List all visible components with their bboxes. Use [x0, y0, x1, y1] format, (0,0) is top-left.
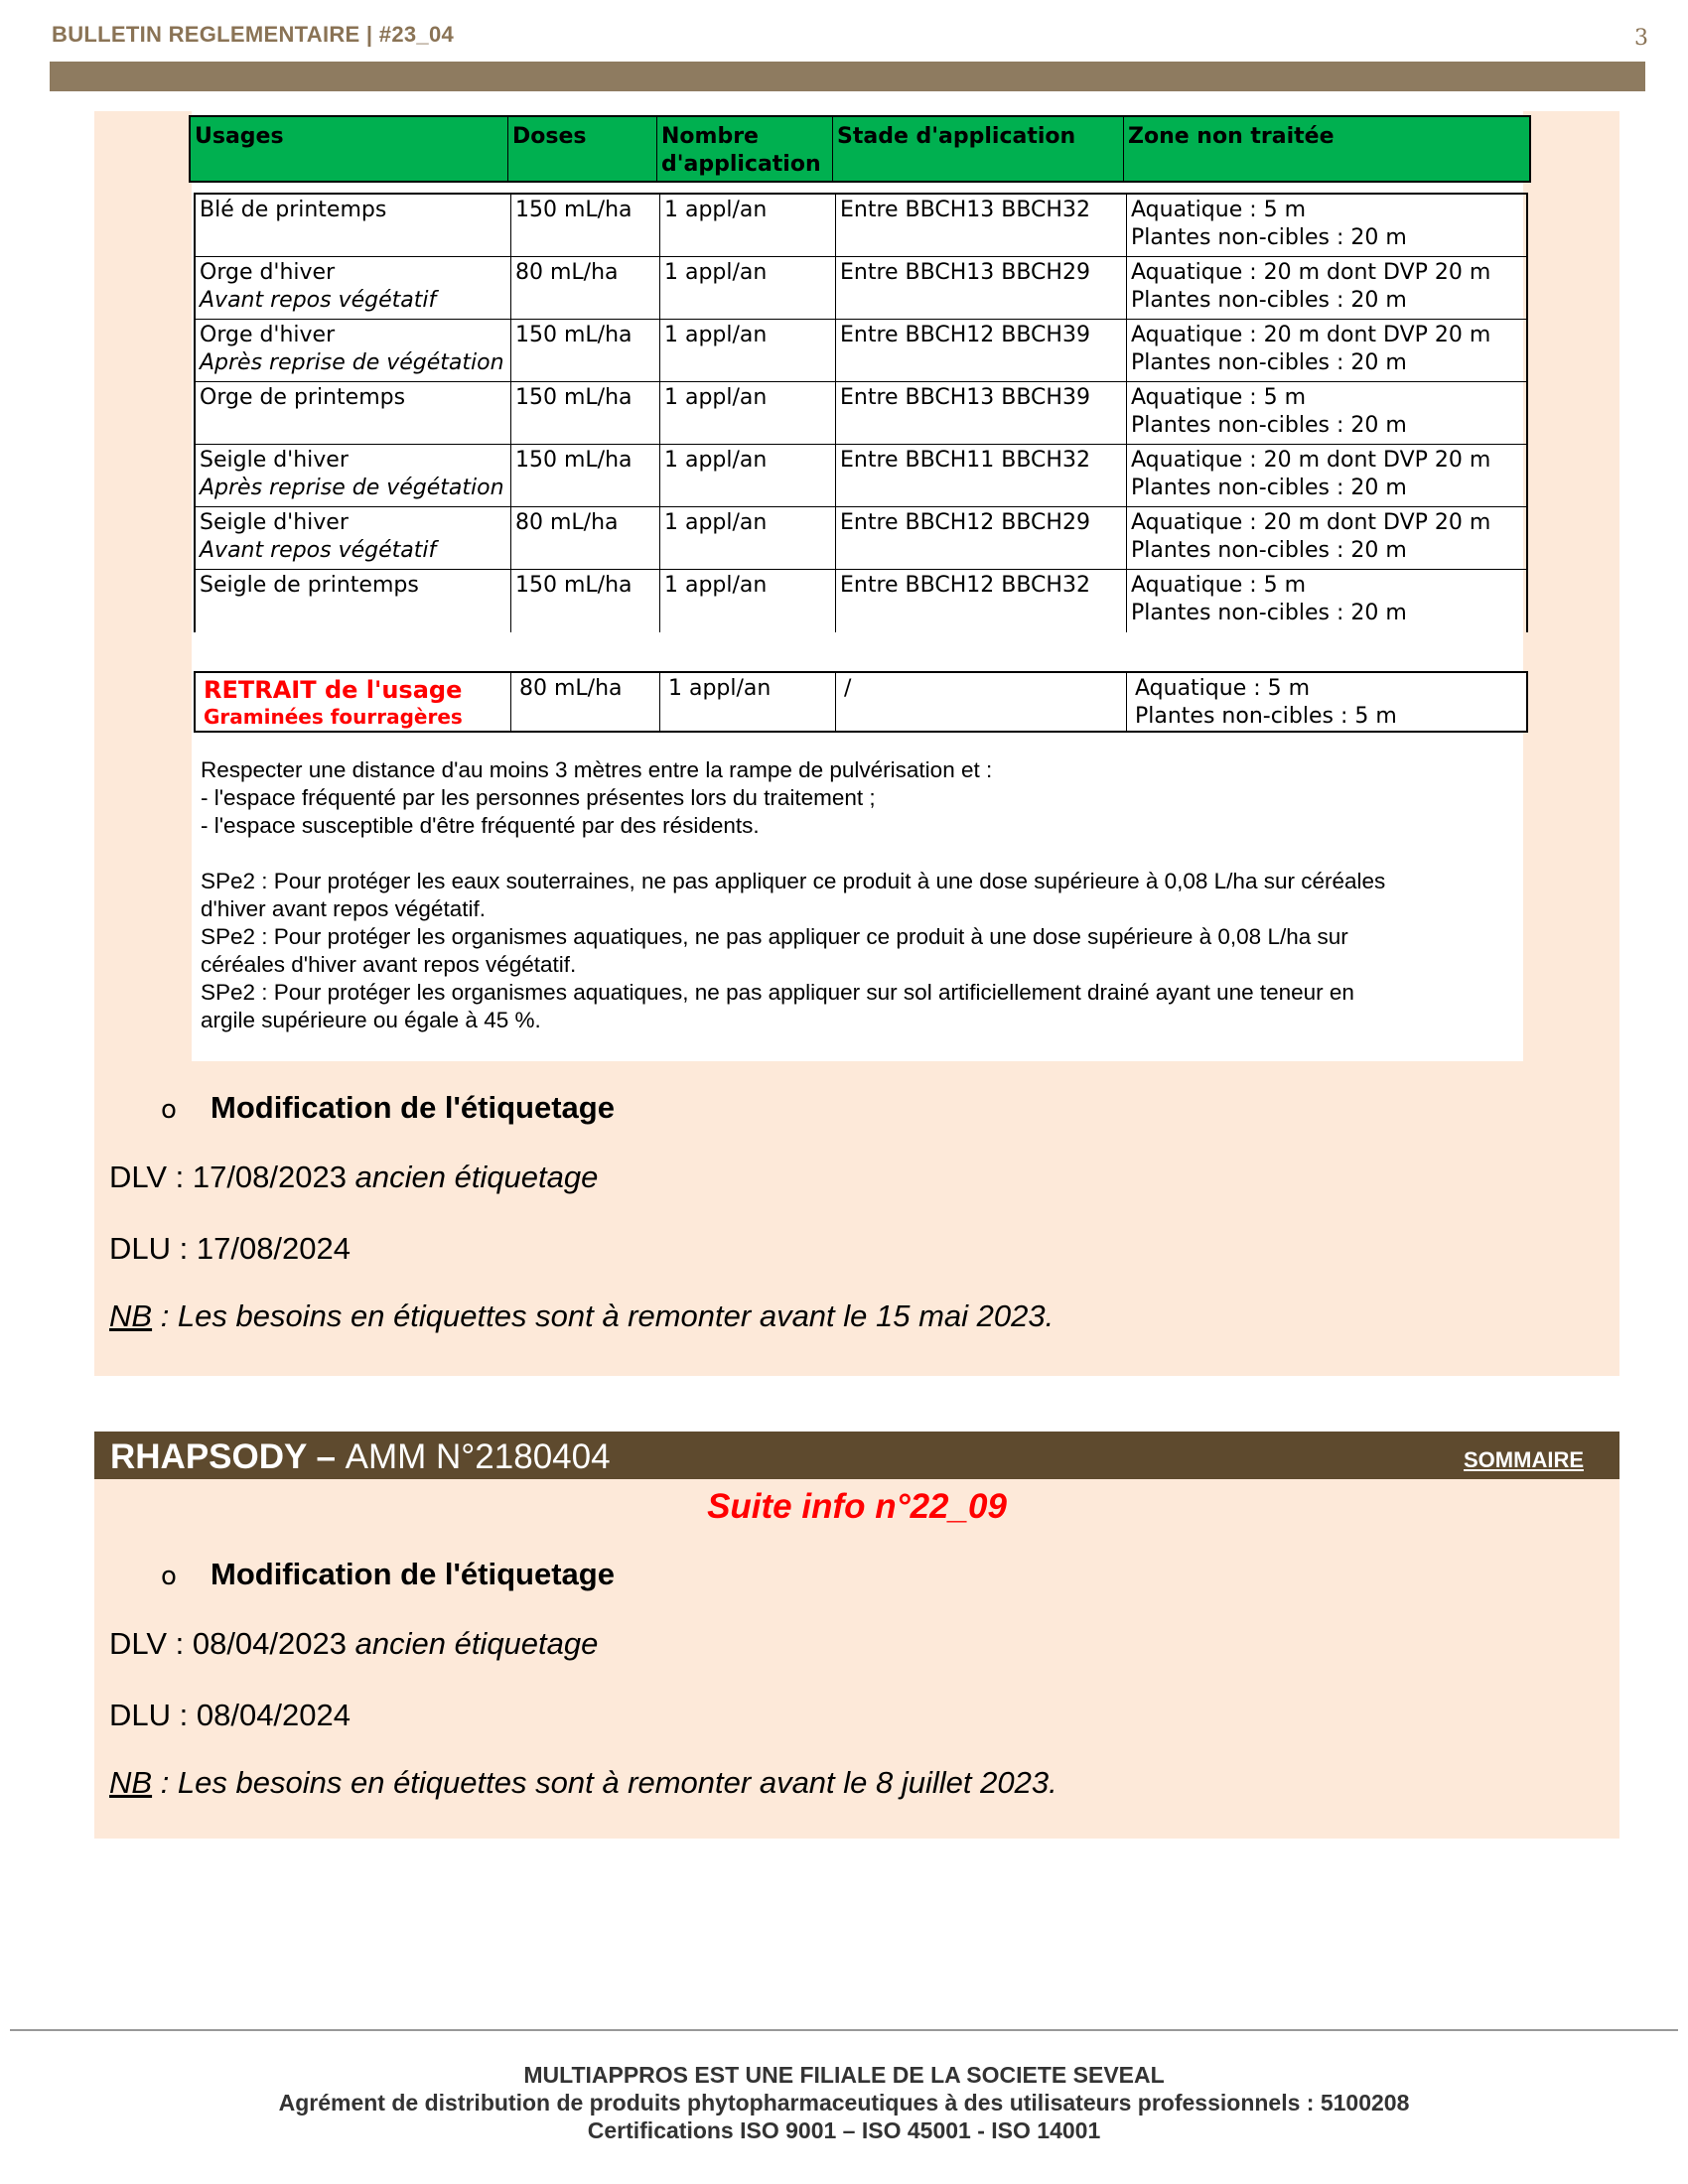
section2-dlu: DLU : 08/04/2024: [109, 1698, 352, 1732]
page-number: 3: [1634, 26, 1648, 51]
dlv-note: ancien étiquetage: [354, 1626, 599, 1661]
note-line: - l'espace fréquenté par les personnes présentes lors du traitement ;: [201, 785, 876, 810]
cell-usage: Seigle d'hiver Avant repos végétatif: [196, 507, 511, 569]
cell-nb: 1 appl/an: [660, 195, 836, 256]
section1-dlu: DLU : 17/08/2024: [109, 1231, 352, 1266]
header-nombre: Nombre d'application: [657, 117, 833, 181]
retrait-row: [194, 671, 1528, 733]
nb-text: : Les besoins en étiquettes sont à remonter avant le 8 juillet 2023.: [152, 1765, 1057, 1800]
table-row: [196, 320, 1526, 382]
header-doses: Doses: [508, 117, 657, 181]
cell-stade: Entre BBCH12 BBCH29: [836, 507, 1127, 569]
header-bar: [50, 62, 1645, 91]
cell-dose: 80 mL/ha: [511, 507, 660, 569]
nb-label: NB: [109, 1765, 153, 1800]
note-line: SPe2 : Pour protéger les organismes aquatiques, ne pas appliquer ce produit à une dose supérieure à 0,08 L/ha sur: [201, 924, 1348, 949]
table-row: [196, 382, 1526, 445]
table-row: [196, 507, 1526, 570]
cell-usage: Orge de printemps: [196, 382, 511, 444]
bulletin-title: BULLETIN REGLEMENTAIRE | #23_04: [52, 22, 455, 47]
sommaire-link[interactable]: SOMMAIRE: [1464, 1447, 1584, 1472]
cell-zone: Aquatique : 20 m dont DVP 20 m Plantes non-cibles : 20 m: [1131, 260, 1491, 313]
product-title: [110, 1437, 611, 1477]
cell-stade: Entre BBCH12 BBCH32: [836, 570, 1127, 632]
cell-zone: Aquatique : 5 m Plantes non-cibles : 20 m: [1131, 198, 1407, 250]
product-title-bar: [94, 1432, 1619, 1479]
header-zone: Zone non traitée: [1128, 124, 1335, 149]
retrait-zone-aquatique: Aquatique : 5 m: [1135, 676, 1311, 701]
header-usages: Usages: [191, 117, 508, 181]
cell-usage: Seigle d'hiver Après reprise de végétation: [196, 445, 511, 506]
cell-zone: Aquatique : 20 m dont DVP 20 m Plantes non-cibles : 20 m: [1131, 448, 1491, 500]
dlv-note: ancien étiquetage: [354, 1160, 599, 1194]
table-row: [196, 257, 1526, 320]
retrait-title: RETRAIT de l'usage: [204, 676, 463, 704]
cell-nb: 1 appl/an: [660, 257, 836, 319]
cell-dose: 80 mL/ha: [511, 257, 660, 319]
cell-stade: Entre BBCH11 BBCH32: [836, 445, 1127, 506]
retrait-usage-cell: [196, 673, 511, 731]
retrait-stade: /: [836, 673, 1127, 731]
table-row: [196, 570, 1526, 632]
cell-dose: 150 mL/ha: [511, 570, 660, 632]
section1-heading: [161, 1090, 615, 1126]
table-row: [196, 195, 1526, 257]
footer-divider: [10, 2029, 1678, 2031]
cell-stade: Entre BBCH13 BBCH29: [836, 257, 1127, 319]
retrait-zone: [1127, 673, 1526, 731]
cell-usage: Orge d'hiver Avant repos végétatif: [196, 257, 511, 319]
regulation-notes: [201, 756, 1481, 1034]
retrait-subtitle: Graminées fourragères: [204, 705, 463, 729]
cell-stade: Entre BBCH13 BBCH39: [836, 382, 1127, 444]
retrait-zone-plantes: Plantes non-cibles : 5 m: [1135, 704, 1397, 729]
cell-stade: Entre BBCH13 BBCH32: [836, 195, 1127, 256]
footer-line-1: MULTIAPPROS EST UNE FILIALE DE LA SOCIETE SEVEAL: [523, 2062, 1165, 2088]
note-line: Respecter une distance d'au moins 3 mètres entre la rampe de pulvérisation et :: [201, 757, 993, 782]
cell-nb: 1 appl/an: [660, 445, 836, 506]
cell-stade: Entre BBCH12 BBCH39: [836, 320, 1127, 381]
table-header: [189, 115, 1531, 183]
note-line: SPe2 : Pour protéger les eaux souterraines, ne pas appliquer ce produit à une dose supérieure à 0,08 L/ha sur céréales: [201, 869, 1386, 893]
section2-heading: [161, 1557, 615, 1592]
section1-nb: [109, 1298, 1054, 1334]
cell-zone: Aquatique : 20 m dont DVP 20 m Plantes non-cibles : 20 m: [1131, 323, 1491, 375]
cell-dose: 150 mL/ha: [511, 320, 660, 381]
note-line: céréales d'hiver avant repos végétatif.: [201, 952, 577, 977]
cell-dose: 150 mL/ha: [511, 445, 660, 506]
suite-info: Suite info n°22_09: [707, 1487, 1007, 1526]
cell-usage: Seigle de printemps: [196, 570, 511, 632]
cell-nb: 1 appl/an: [660, 382, 836, 444]
cell-zone: Aquatique : 5 m Plantes non-cibles : 20 m: [1131, 385, 1407, 438]
note-line: - l'espace susceptible d'être fréquenté par des résidents.: [201, 813, 760, 838]
cell-nb: 1 appl/an: [660, 507, 836, 569]
section2-dlv: [109, 1626, 598, 1662]
cell-dose: 150 mL/ha: [511, 195, 660, 256]
cell-usage: Blé de printemps: [196, 195, 511, 256]
note-line: argile supérieure ou égale à 45 %.: [201, 1008, 541, 1032]
nb-label: NB: [109, 1298, 153, 1333]
header-stade: Stade d'application: [833, 117, 1124, 181]
cell-nb: 1 appl/an: [660, 320, 836, 381]
cell-zone: Aquatique : 20 m dont DVP 20 m Plantes non-cibles : 20 m: [1131, 510, 1491, 563]
table-row: [196, 445, 1526, 507]
dlv-label: DLV : 08/04/2023: [109, 1626, 355, 1661]
section1-dlv: [109, 1160, 598, 1195]
product-name: RHAPSODY –: [110, 1437, 346, 1476]
bullet-icon: o: [161, 1095, 177, 1125]
cell-nb: 1 appl/an: [660, 570, 836, 632]
dlv-label: DLV : 17/08/2023: [109, 1160, 355, 1194]
footer-line-3: Certifications ISO 9001 – ISO 45001 - ISO 14001: [587, 2117, 1101, 2143]
footer-line-2: Agrément de distribution de produits phytopharmaceutiques à des utilisateurs professionnels : 5100208: [278, 2090, 1410, 2116]
cell-dose: 150 mL/ha: [511, 382, 660, 444]
usage-table: [194, 193, 1528, 632]
cell-zone: Aquatique : 5 m Plantes non-cibles : 20 m: [1131, 573, 1407, 625]
retrait-nb: 1 appl/an: [660, 673, 836, 731]
section1-heading-text: Modification de l'étiquetage: [211, 1090, 615, 1125]
cell-usage: Orge d'hiver Après reprise de végétation: [196, 320, 511, 381]
nb-text: : Les besoins en étiquettes sont à remonter avant le 15 mai 2023.: [152, 1298, 1055, 1333]
product-amm: AMM N°2180404: [345, 1437, 611, 1476]
note-line: SPe2 : Pour protéger les organismes aquatiques, ne pas appliquer sur sol artificiellement drainé ayant une teneur en: [201, 980, 1354, 1005]
bullet-icon: o: [161, 1562, 177, 1591]
retrait-dose: 80 mL/ha: [511, 673, 660, 731]
section2-heading-text: Modification de l'étiquetage: [211, 1557, 615, 1591]
section2-nb: [109, 1765, 1057, 1801]
note-line: d'hiver avant repos végétatif.: [201, 896, 486, 921]
